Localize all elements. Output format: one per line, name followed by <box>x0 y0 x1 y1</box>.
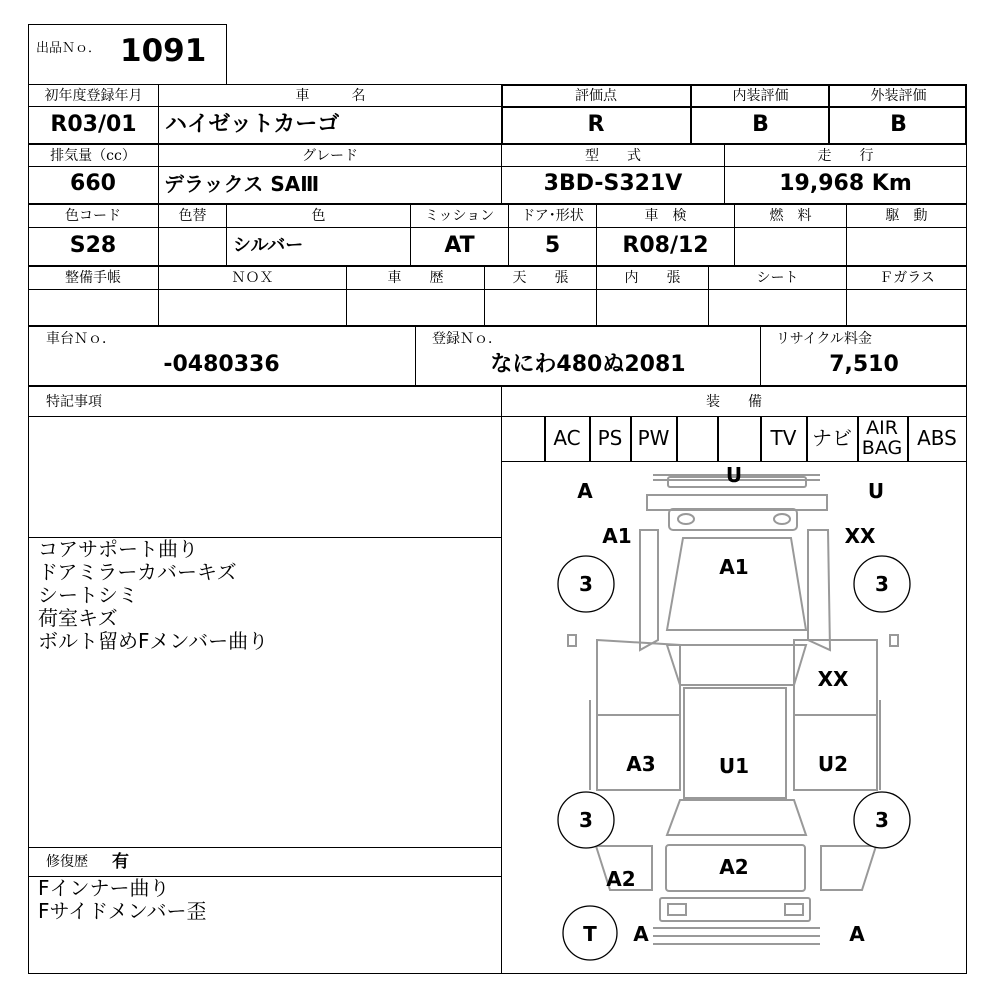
chassis-value: -0480336 <box>163 352 280 377</box>
damage-mark: U1 <box>718 754 750 778</box>
repair-label: 修復歴 <box>46 854 88 870</box>
plate-value: なにわ480ぬ2081 <box>490 352 686 377</box>
note-item: ドアミラーカバーキズ <box>38 560 237 584</box>
damage-mark: U <box>867 479 885 503</box>
repair-item: Fサイドメンバー歪 <box>38 899 207 923</box>
equip-abs: ABS <box>917 426 957 450</box>
drive-label: 駆 動 <box>885 208 928 224</box>
damage-mark: U <box>725 463 743 487</box>
exterior-value: B <box>890 112 907 137</box>
note-item: 荷室キズ <box>38 606 118 630</box>
doors-value: 5 <box>544 233 561 258</box>
car-name-label: 車 名 <box>295 88 366 104</box>
plate-label: 登録Ｎｏ． <box>432 331 502 347</box>
damage-mark: T <box>583 922 597 946</box>
mileage-label: 走 行 <box>817 148 874 164</box>
mission-value: AT <box>444 233 475 258</box>
damage-mark: XX <box>844 524 876 548</box>
damage-mark: A <box>849 922 865 946</box>
equip-ps: PS <box>597 426 623 450</box>
interior-trim-label: 内 張 <box>624 270 681 286</box>
repair-value: 有 <box>112 852 129 872</box>
chassis-label: 車台Ｎｏ． <box>46 331 116 347</box>
score-label: 評価点 <box>575 88 617 104</box>
equip-navi: ナビ <box>812 426 852 450</box>
note-item: コアサポート曲り <box>38 537 198 561</box>
equip-ac: AC <box>553 426 581 450</box>
damage-mark: A2 <box>719 855 749 879</box>
seat-label: シート <box>756 270 799 286</box>
displacement-label: 排気量（cc） <box>50 148 136 164</box>
mission-label: ミッション <box>424 208 495 224</box>
damage-mark: 3 <box>875 808 889 832</box>
first-reg-value: R03/01 <box>50 112 137 137</box>
damage-mark: 3 <box>579 808 593 832</box>
damage-mark: A <box>577 479 593 503</box>
equip-airbag: AIR BAG <box>861 417 903 459</box>
score-value: R <box>587 112 605 137</box>
service-label: 整備手帳 <box>65 270 121 286</box>
color-label: 色 <box>311 208 326 224</box>
inspection-label: 車 検 <box>644 208 687 224</box>
fuel-label: 燃 料 <box>769 208 812 224</box>
interior-label: 内装評価 <box>732 88 789 104</box>
repair-item: Fインナー曲り <box>38 876 170 900</box>
recycle-label: リサイクル料金 <box>776 331 873 347</box>
damage-mark: 3 <box>579 572 593 596</box>
inspection-value: R08/12 <box>622 233 709 258</box>
model-value: 3BD-S321V <box>543 171 683 196</box>
note-item: ボルト留めFメンバー曲り <box>38 629 269 653</box>
lot-number: 1091 <box>120 33 207 69</box>
mileage-value: 19,968 Km <box>779 171 912 196</box>
note-item: シートシミ <box>38 583 138 607</box>
car-damage-diagram <box>501 462 967 974</box>
doors-label: ドア･形状 <box>521 208 584 224</box>
damage-mark: A1 <box>602 524 632 548</box>
color-code-value: S28 <box>69 233 117 258</box>
exterior-label: 外装評価 <box>870 88 927 104</box>
damage-mark: 3 <box>875 572 889 596</box>
damage-mark: XX <box>817 667 849 691</box>
model-label: 型 式 <box>585 148 641 164</box>
displacement-value: 660 <box>70 171 116 196</box>
repaint-label: 色替 <box>178 208 207 224</box>
equip-pw: PW <box>637 426 670 450</box>
equip-tv: TV <box>770 426 797 450</box>
color-value: シルバー <box>233 235 304 256</box>
color-code-label: 色コード <box>65 208 121 224</box>
damage-mark: A1 <box>719 555 749 579</box>
first-reg-label: 初年度登録年月 <box>44 88 143 104</box>
damage-mark: U2 <box>817 752 849 776</box>
glass-label: Ｆガラス <box>879 270 935 286</box>
damage-mark: A <box>633 922 649 946</box>
roof-label: 天 張 <box>512 270 569 286</box>
damage-mark: A3 <box>626 752 656 776</box>
car-name-value: ハイゼットカーゴ <box>165 112 340 137</box>
damage-mark: A2 <box>606 867 636 891</box>
grade-value: デラックス SAⅢ <box>164 172 320 196</box>
notes-label: 特記事項 <box>46 394 102 410</box>
history-label: 車 歴 <box>387 270 444 286</box>
nox-label: ＮＯＸ <box>231 270 274 286</box>
equipment-label: 装 備 <box>706 394 762 410</box>
interior-value: B <box>752 112 769 137</box>
lot-label: 出品Ｎｏ． <box>36 41 102 56</box>
grade-label: グレード <box>302 148 358 164</box>
recycle-value: 7,510 <box>829 352 899 377</box>
